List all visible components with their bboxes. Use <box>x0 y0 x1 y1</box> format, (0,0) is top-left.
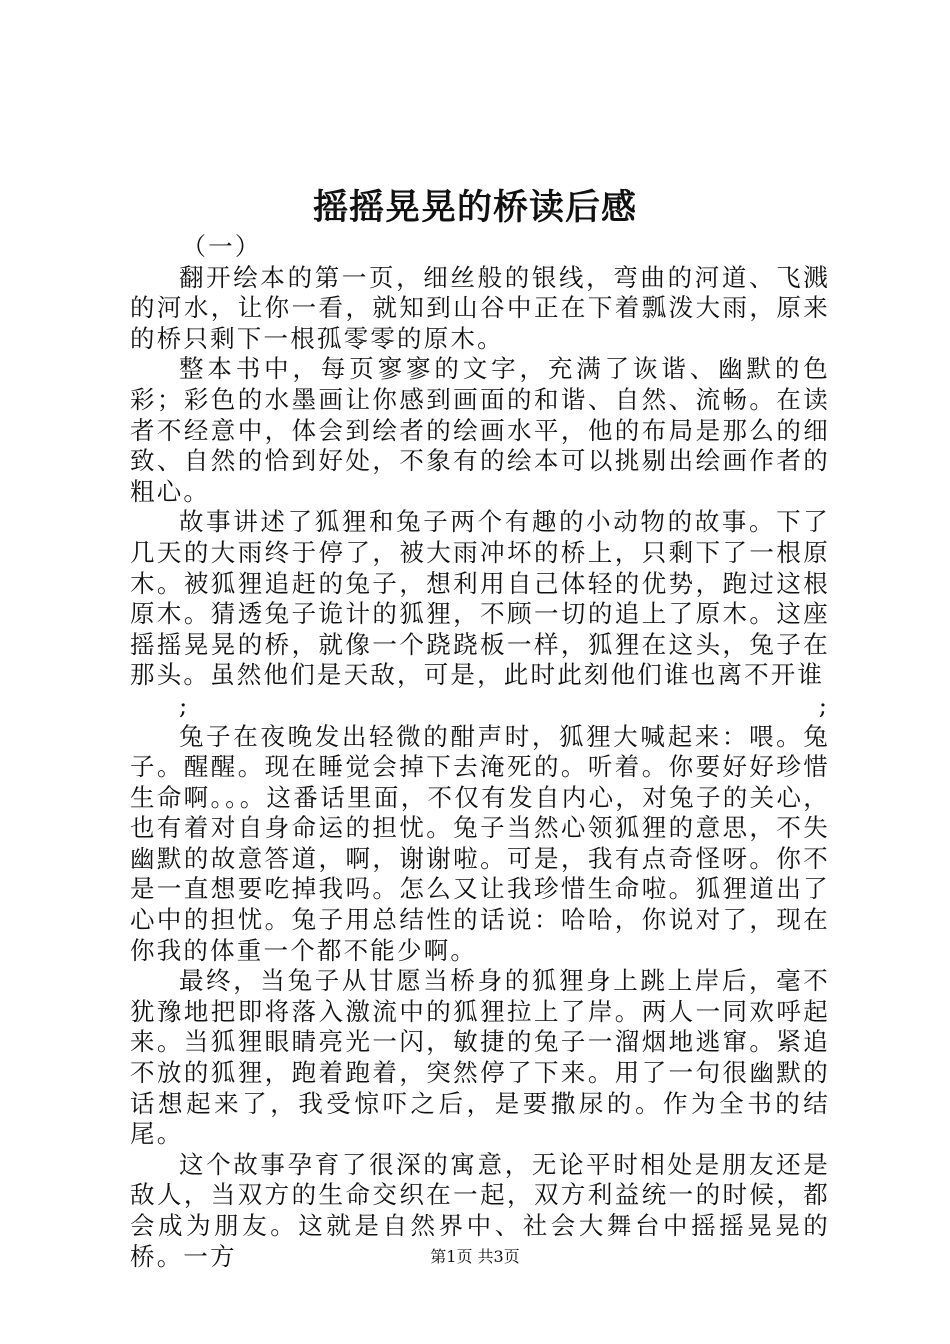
document-body <box>130 232 830 1272</box>
paragraph-meaning: 这个故事孕育了很深的寓意，无论平时相处是朋友还是敌人，当双方的生命交织在一起，双方利益统一的时候，都会成为朋友。这就是自然界中、社会大舞台中摇摇晃晃的桥。一方 <box>130 1149 830 1271</box>
paragraph-ending: 最终，当兔子从甘愿当桥身的狐狸身上跳上岸后，毫不犹豫地把即将落入激流中的狐狸拉上了岸。两人一同欢呼起来。当狐狸眼睛亮光一闪，敏捷的兔子一溜烟地逃窜。紧追不放的狐狸，跑着跑着，突然停了下来。用了一句很幽默的话想起来了，我受惊吓之后，是要撒尿的。作为全书的结尾。 <box>130 966 830 1149</box>
paragraph-opening: 翻开绘本的第一页，细丝般的银线，弯曲的河道、飞溅的河水，让你一看，就知到山谷中正在下着瓢泼大雨，原来的桥只剩下一根孤零零的原木。 <box>130 262 830 353</box>
paragraph-semicolons: ; ; <box>179 690 830 720</box>
document-title: 摇摇晃晃的桥读后感 <box>312 187 637 228</box>
page-footer: 第1页 共3页 <box>430 1247 520 1266</box>
paragraph-story: 故事讲述了狐狸和兔子两个有趣的小动物的故事。下了几天的大雨终于停了，被大雨冲坏的桥上，只剩下了一根原木。被狐狸追赶的兔子，想利用自己体轻的优势，跑过这根原木。猜透兔子诡计的狐狸，不顾一切的追上了原木。这座摇摇晃晃的桥，就像一个跷跷板一样，狐狸在这头，兔子在那头。虽然他们是天敌，可是，此时此刻他们谁也离不开谁 <box>130 507 830 690</box>
paragraph-night: 兔子在夜晚发出轻微的酣声时，狐狸大喊起来：喂。兔子。醒醒。现在睡觉会掉下去淹死的。听着。你要好好珍惜生命啊。。。这番话里面，不仅有发自内心，对兔子的关心，也有着对自身命运的担忧。兔子当然心领狐狸的意思，不失幽默的故意答道，啊，谢谢啦。可是，我有点奇怪呀。你不是一直想要吃掉我吗。怎么又让我珍惜生命啦。狐狸道出了心中的担忧。兔子用总结性的话说：哈哈，你说对了，现在你我的体重一个都不能少啊。 <box>130 721 830 965</box>
section-heading: （一） <box>181 232 262 261</box>
paragraph-art-style: 整本书中，每页寥寥的文字，充满了诙谐、幽默的色彩；彩色的水墨画让你感到画面的和谐、自然、流畅。在读者不经意中，体会到绘者的绘画水平，他的布局是那么的细致、自然的恰到好处，不象有的绘本可以挑剔出绘画作者的粗心。 <box>130 354 830 506</box>
